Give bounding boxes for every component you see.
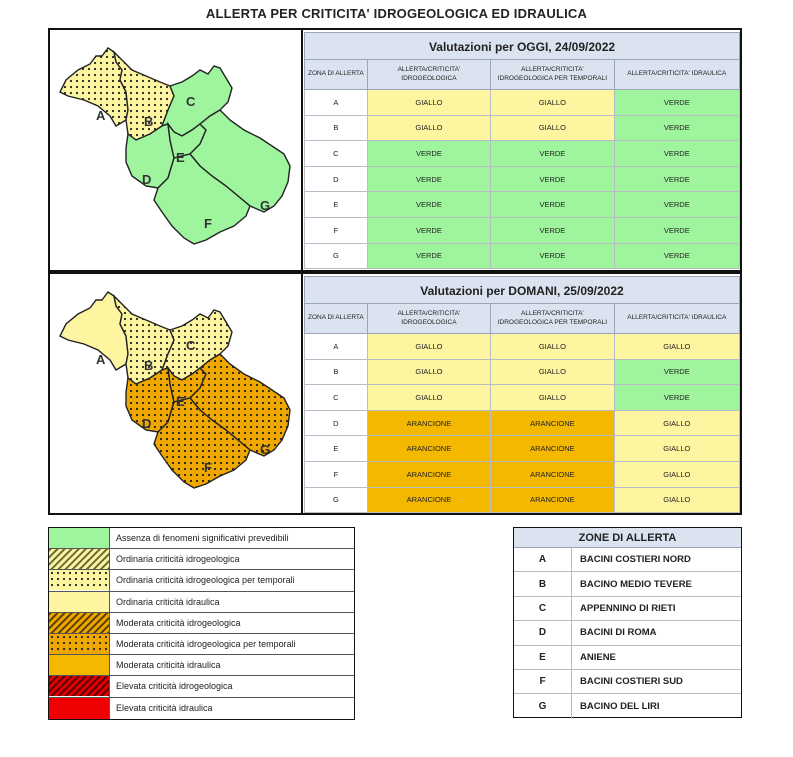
- zone-list-title: ZONE DI ALLERTA: [514, 528, 741, 548]
- idraulica-cell: VERDE: [615, 385, 739, 410]
- table-row: [304, 436, 740, 462]
- zone-code: E: [514, 646, 572, 669]
- tomorrow-table-header: [304, 304, 740, 334]
- idrogeologica-cell: VERDE: [368, 192, 491, 217]
- idrogeologica-cell: GIALLO: [368, 90, 491, 115]
- idrogeologica-cell: ARANCIONE: [368, 488, 491, 513]
- legend-item: [49, 676, 354, 697]
- temporali-cell: GIALLO: [491, 90, 614, 115]
- table-row: [304, 116, 740, 142]
- idraulica-cell: VERDE: [615, 360, 739, 385]
- legend-swatch: [49, 698, 110, 719]
- zone-cell: E: [305, 436, 368, 461]
- temporali-cell: ARANCIONE: [491, 411, 614, 436]
- legend-label: Assenza di fenomeni significativi prevedibili: [116, 533, 289, 544]
- zone-cell: G: [305, 488, 368, 513]
- temporali-cell: ARANCIONE: [491, 462, 614, 487]
- legend: [48, 527, 355, 720]
- zone-name: APPENNINO DI RIETI: [580, 602, 676, 614]
- legend-label: Ordinaria criticità idrogeologica per temporali: [116, 575, 295, 586]
- today-table-header: [304, 60, 740, 90]
- header-zone: ZONA DI ALLERTA: [305, 304, 368, 333]
- legend-swatch: [49, 613, 110, 633]
- legend-item: [49, 698, 354, 719]
- idraulica-cell: GIALLO: [615, 488, 739, 513]
- zone-cell: D: [305, 411, 368, 436]
- zone-cell: D: [305, 167, 368, 192]
- zone-item: [514, 621, 741, 645]
- idraulica-cell: GIALLO: [615, 334, 739, 359]
- legend-item: [49, 528, 354, 549]
- tomorrow-label-f: F: [204, 460, 212, 475]
- idrogeologica-cell: ARANCIONE: [368, 411, 491, 436]
- table-row: [304, 141, 740, 167]
- idrogeologica-cell: GIALLO: [368, 360, 491, 385]
- idraulica-cell: VERDE: [615, 141, 739, 166]
- zone-name: BACINI COSTIERI SUD: [580, 676, 683, 688]
- legend-swatch: [49, 528, 110, 548]
- zone-name: BACINO DEL LIRI: [580, 701, 660, 713]
- legend-label: Ordinaria criticità idraulica: [116, 596, 220, 607]
- temporali-cell: GIALLO: [491, 385, 614, 410]
- zone-item: [514, 670, 741, 694]
- temporali-cell: GIALLO: [491, 360, 614, 385]
- legend-label: Moderata criticità idraulica: [116, 660, 221, 671]
- idrogeologica-cell: VERDE: [368, 244, 491, 269]
- header-idrogeologica: ALLERTA/CRITICITA' IDROGEOLOGICA: [368, 60, 491, 89]
- page-title: ALLERTA PER CRITICITA' IDROGEOLOGICA ED IDRAULICA: [205, 6, 588, 21]
- zone-item: [514, 597, 741, 621]
- today-label-b: B: [144, 114, 154, 129]
- idraulica-cell: GIALLO: [615, 411, 739, 436]
- legend-item: [49, 549, 354, 570]
- temporali-cell: GIALLO: [491, 334, 614, 359]
- idrogeologica-cell: ARANCIONE: [368, 436, 491, 461]
- legend-item: [49, 570, 354, 591]
- idrogeologica-cell: ARANCIONE: [368, 462, 491, 487]
- zone-code: C: [514, 597, 572, 620]
- idraulica-cell: VERDE: [615, 192, 739, 217]
- header-zone: ZONA DI ALLERTA: [305, 60, 368, 89]
- table-row: [304, 244, 740, 270]
- header-idraulica: ALLERTA/CRITICITA' IDRAULICA: [627, 314, 727, 322]
- zone-list: [513, 527, 742, 718]
- header-idraulica: ALLERTA/CRITICITA' IDRAULICA: [627, 70, 727, 78]
- table-row: [304, 411, 740, 437]
- zone-cell: F: [305, 462, 368, 487]
- today-label-e: E: [176, 150, 185, 165]
- tomorrow-table-title: Valutazioni per DOMANI, 25/09/2022: [304, 276, 740, 304]
- zone-name: BACINI COSTIERI NORD: [580, 554, 691, 566]
- zone-cell: E: [305, 192, 368, 217]
- idraulica-cell: GIALLO: [615, 462, 739, 487]
- idrogeologica-cell: GIALLO: [368, 334, 491, 359]
- zone-code: A: [514, 548, 572, 571]
- today-label-a: A: [96, 108, 106, 123]
- temporali-cell: GIALLO: [491, 116, 614, 141]
- zone-cell: G: [305, 244, 368, 269]
- legend-item: [49, 592, 354, 613]
- zone-code: G: [514, 694, 572, 718]
- legend-item: [49, 634, 354, 655]
- zone-item: [514, 646, 741, 670]
- idrogeologica-cell: GIALLO: [368, 116, 491, 141]
- today-label-d: D: [142, 172, 152, 187]
- table-row: [304, 462, 740, 488]
- zone-name: ANIENE: [580, 651, 616, 663]
- zone-item: [514, 694, 741, 718]
- tomorrow-label-b: B: [144, 358, 154, 373]
- legend-swatch: [49, 549, 110, 569]
- zone-code: F: [514, 670, 572, 693]
- idrogeologica-cell: VERDE: [368, 141, 491, 166]
- tomorrow-table: [304, 276, 740, 513]
- tomorrow-label-a: A: [96, 352, 106, 367]
- zone-cell: A: [305, 90, 368, 115]
- zone-cell: C: [305, 141, 368, 166]
- zone-cell: A: [305, 334, 368, 359]
- header-temporali: ALLERTA/CRITICITA' IDROGEOLOGICA PER TEMPORALI: [491, 304, 614, 333]
- tomorrow-table-body: [304, 334, 740, 513]
- temporali-cell: VERDE: [491, 167, 614, 192]
- idrogeologica-cell: VERDE: [368, 167, 491, 192]
- table-row: [304, 385, 740, 411]
- legend-swatch: [49, 592, 110, 612]
- legend-label: Elevata criticità idraulica: [116, 703, 213, 714]
- legend-swatch: [49, 634, 110, 654]
- legend-label: Ordinaria criticità idrogeologica: [116, 554, 240, 565]
- table-row: [304, 360, 740, 386]
- table-row: [304, 488, 740, 514]
- today-table-body: [304, 90, 740, 269]
- header-temporali: ALLERTA/CRITICITA' IDROGEOLOGICA PER TEMPORALI: [491, 60, 614, 89]
- idraulica-cell: VERDE: [615, 218, 739, 243]
- zone-cell: F: [305, 218, 368, 243]
- tomorrow-label-d: D: [142, 416, 152, 431]
- zone-code: B: [514, 572, 572, 595]
- table-row: [304, 167, 740, 193]
- idraulica-cell: VERDE: [615, 116, 739, 141]
- today-table-title: Valutazioni per OGGI, 24/09/2022: [304, 32, 740, 60]
- zone-name: BACINO MEDIO TEVERE: [580, 578, 692, 590]
- idrogeologica-cell: VERDE: [368, 218, 491, 243]
- legend-item: [49, 613, 354, 634]
- legend-swatch: [49, 570, 110, 590]
- today-map: [50, 30, 303, 270]
- temporali-cell: VERDE: [491, 218, 614, 243]
- temporali-cell: VERDE: [491, 244, 614, 269]
- today-label-g: G: [260, 198, 271, 213]
- tomorrow-label-e: E: [176, 394, 185, 409]
- today-label-f: F: [204, 216, 212, 231]
- idraulica-cell: VERDE: [615, 167, 739, 192]
- header-idrogeologica: ALLERTA/CRITICITA' IDROGEOLOGICA: [368, 304, 491, 333]
- zone-cell: B: [305, 360, 368, 385]
- table-row: [304, 192, 740, 218]
- tomorrow-label-g: G: [260, 442, 271, 457]
- zone-name: BACINI DI ROMA: [580, 627, 657, 639]
- today-label-c: C: [186, 94, 196, 109]
- zone-code: D: [514, 621, 572, 644]
- idrogeologica-cell: GIALLO: [368, 385, 491, 410]
- legend-label: Moderata criticità idrogeologica: [116, 617, 241, 628]
- temporali-cell: ARANCIONE: [491, 488, 614, 513]
- table-row: [304, 218, 740, 244]
- temporali-cell: ARANCIONE: [491, 436, 614, 461]
- temporali-cell: VERDE: [491, 192, 614, 217]
- zone-cell: B: [305, 116, 368, 141]
- tomorrow-map: [50, 274, 303, 513]
- temporali-cell: VERDE: [491, 141, 614, 166]
- today-table: [304, 32, 740, 269]
- zone-list-body: [514, 548, 741, 719]
- tomorrow-label-c: C: [186, 338, 196, 353]
- idraulica-cell: GIALLO: [615, 436, 739, 461]
- idraulica-cell: VERDE: [615, 244, 739, 269]
- idraulica-cell: VERDE: [615, 90, 739, 115]
- legend-item: [49, 655, 354, 676]
- tomorrow-panel: [48, 272, 742, 515]
- today-panel: [48, 28, 742, 272]
- legend-label: Moderata criticità idrogeologica per temporali: [116, 639, 296, 650]
- zone-item: [514, 572, 741, 596]
- legend-swatch: [49, 676, 110, 696]
- table-row: [304, 334, 740, 360]
- zone-item: [514, 548, 741, 572]
- zone-cell: C: [305, 385, 368, 410]
- legend-label: Elevata criticità idrogeologica: [116, 681, 233, 692]
- legend-swatch: [49, 655, 110, 675]
- table-row: [304, 90, 740, 116]
